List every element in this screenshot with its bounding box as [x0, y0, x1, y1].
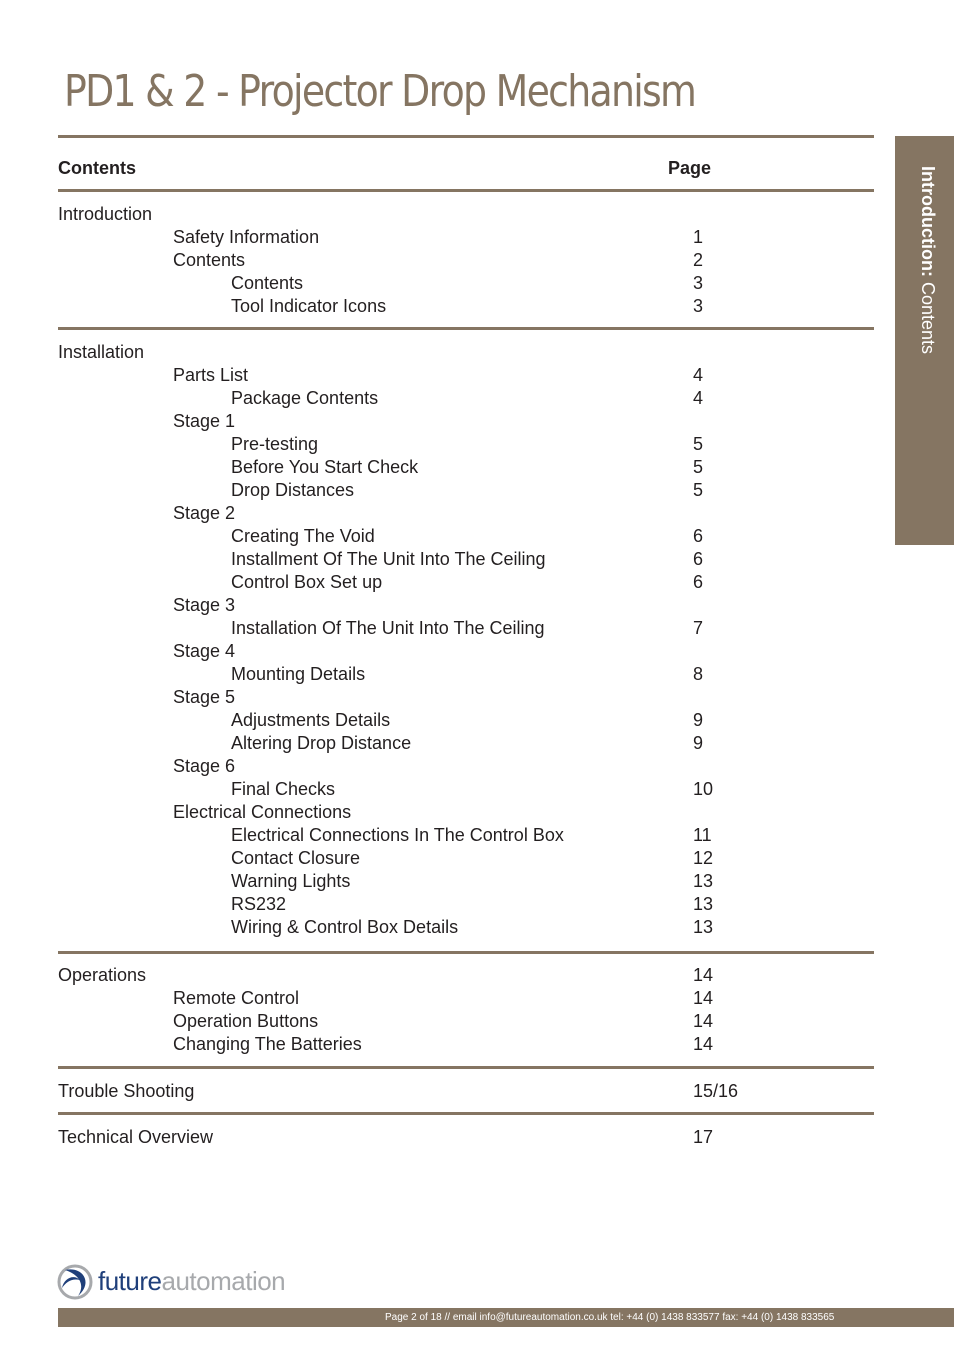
- logo-word-automation: automation: [161, 1266, 286, 1296]
- toc-page-number: 14: [693, 1011, 714, 1031]
- toc-page-number: 14: [693, 965, 714, 985]
- page-title: PD1 & 2 - Projector Drop Mechanism: [64, 66, 696, 117]
- toc-page-number: 13: [693, 871, 714, 891]
- toc-entry: Stage 3: [173, 595, 236, 615]
- section-divider: [58, 327, 874, 330]
- toc-page-number: 7: [693, 618, 704, 638]
- toc-entry: Pre-testing: [231, 434, 319, 454]
- toc-page-number: 4: [693, 365, 704, 385]
- section-divider: [58, 951, 874, 954]
- company-logo-wordmark: [98, 1266, 285, 1297]
- toc-page-number: 3: [693, 273, 704, 293]
- toc-entry: Altering Drop Distance: [231, 733, 412, 753]
- toc-entry: Package Contents: [231, 388, 379, 408]
- toc-page-number: 6: [693, 572, 704, 592]
- toc-entry: Remote Control: [173, 988, 300, 1008]
- toc-entry: Stage 4: [173, 641, 236, 661]
- toc-page-number: 2: [693, 250, 704, 270]
- toc-entry: Electrical Connections: [173, 802, 352, 822]
- toc-page-number: 10: [693, 779, 714, 799]
- toc-entry: Tool Indicator Icons: [231, 296, 387, 316]
- section-divider: [58, 1112, 874, 1115]
- toc-page-number: 9: [693, 710, 704, 730]
- toc-entry: Changing The Batteries: [173, 1034, 362, 1054]
- toc-entry: Wiring & Control Box Details: [231, 917, 459, 937]
- toc-entry: Before You Start Check: [231, 457, 419, 477]
- toc-entry: Electrical Connections In The Control Box: [231, 825, 564, 845]
- toc-page-number: 5: [693, 480, 704, 500]
- title-divider: [58, 135, 874, 138]
- toc-page-number: 12: [693, 848, 714, 868]
- toc-entry: Mounting Details: [231, 664, 366, 684]
- toc-page-number: 14: [693, 988, 714, 1008]
- toc-entry: Stage 5: [173, 687, 236, 707]
- toc-entry: Control Box Set up: [231, 572, 383, 592]
- toc-page-number: 13: [693, 917, 714, 937]
- side-tab-subsection: Contents: [918, 282, 938, 355]
- toc-page-number: 15/16: [693, 1081, 739, 1101]
- toc-entry: Creating The Void: [231, 526, 375, 546]
- toc-entry: Warning Lights: [231, 871, 351, 891]
- toc-entry: Technical Overview: [58, 1127, 214, 1147]
- toc-page-number: 5: [693, 457, 704, 477]
- header-divider: [58, 189, 874, 192]
- toc-entry: Final Checks: [231, 779, 336, 799]
- toc-entry: Contents: [173, 250, 246, 270]
- toc-page-number: 4: [693, 388, 704, 408]
- toc-entry: Operations: [58, 965, 147, 985]
- toc-page-number: 17: [693, 1127, 714, 1147]
- toc-entry: Installation Of The Unit Into The Ceiling: [231, 618, 545, 638]
- toc-page-number: 3: [693, 296, 704, 316]
- toc-entry: Stage 1: [173, 411, 236, 431]
- toc-entry: Adjustments Details: [231, 710, 391, 730]
- toc-entry: Installment Of The Unit Into The Ceiling: [231, 549, 546, 569]
- toc-entry: Parts List: [173, 365, 249, 385]
- toc-page-number: 6: [693, 526, 704, 546]
- toc-entry: Installation: [58, 342, 145, 362]
- toc-entry: Stage 2: [173, 503, 236, 523]
- toc-entry: RS232: [231, 894, 287, 914]
- side-tab-label: [917, 166, 938, 354]
- toc-page-number: 11: [693, 825, 712, 845]
- page-column-header: Page: [668, 158, 712, 178]
- toc-entry: Stage 6: [173, 756, 236, 776]
- contents-column-header: Contents: [58, 158, 136, 178]
- side-tab-section: Introduction:: [918, 166, 938, 277]
- toc-entry: Drop Distances: [231, 480, 355, 500]
- logo-word-future: future: [98, 1266, 162, 1296]
- toc-entry: Introduction: [58, 204, 153, 224]
- toc-entry: Contact Closure: [231, 848, 361, 868]
- footer-text: Page 2 of 18 // email info@futureautomation.co.uk tel: +44 (0) 1438 833577 fax: +44 (0) 1438 833565: [385, 1312, 835, 1323]
- toc-page-number: 9: [693, 733, 704, 753]
- toc-entry: Safety Information: [173, 227, 320, 247]
- toc-page-number: 8: [693, 664, 704, 684]
- toc-entry: Contents: [231, 273, 304, 293]
- toc-entry: Trouble Shooting: [58, 1081, 195, 1101]
- section-divider: [58, 1066, 874, 1069]
- toc-page-number: 1: [693, 227, 704, 247]
- toc-entry: Operation Buttons: [173, 1011, 319, 1031]
- toc-page-number: 14: [693, 1034, 714, 1054]
- toc-page-number: 13: [693, 894, 714, 914]
- toc-page-number: 6: [693, 549, 704, 569]
- toc-page-number: 5: [693, 434, 704, 454]
